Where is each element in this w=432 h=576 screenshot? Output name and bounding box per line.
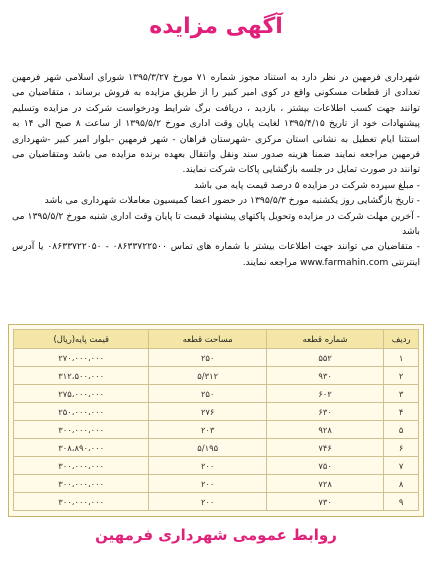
cell-row-number: ۱ — [384, 349, 419, 367]
table-row — [14, 493, 419, 511]
table-body — [14, 349, 419, 511]
cell-plot-area: ۵/۳۱۲ — [149, 367, 266, 385]
table-header-row — [14, 330, 419, 349]
cell-row-number: ۲ — [384, 367, 419, 385]
announcement-bullet-opening-date: - تاریخ بازگشایی روز یکشنبه مورخ ۱۳۹۵/۵/۳ در حضور اعضا کمیسیون معاملات شهرداری می باشد — [44, 195, 420, 207]
announcement-bullet-deposit: - مبلغ سپرده شرکت در مزایده ۵ درصد قیمت پایه می باشد — [194, 179, 420, 191]
header-plot-number: شماره قطعه — [266, 330, 383, 349]
table-row — [14, 475, 419, 493]
cell-plot-area: ۵/۱۹۵ — [149, 439, 266, 457]
cell-base-price: ۲۷۵،۰۰۰،۰۰۰ — [14, 385, 149, 403]
plots-table — [13, 329, 419, 511]
cell-plot-area: ۲۰۰ — [149, 493, 266, 511]
cell-plot-number: ۷۵۰ — [266, 457, 383, 475]
cell-plot-number: ۶۳۰ — [266, 403, 383, 421]
header-row-number: ردیف — [384, 330, 419, 349]
cell-plot-area: ۲۰۳ — [149, 421, 266, 439]
cell-row-number: ۹ — [384, 493, 419, 511]
table-row — [14, 421, 419, 439]
cell-plot-number: ۶۰۲ — [266, 385, 383, 403]
cell-plot-area: ۲۰۰ — [149, 457, 266, 475]
table-row — [14, 439, 419, 457]
footer-signature: روابط عمومی شهرداری فرمهین — [95, 526, 337, 544]
cell-base-price: ۳۰۰،۰۰۰،۰۰۰ — [14, 475, 149, 493]
cell-plot-number: ۷۲۸ — [266, 475, 383, 493]
cell-base-price: ۳۰۰،۰۰۰،۰۰۰ — [14, 457, 149, 475]
advertisement-page — [8, 6, 424, 566]
cell-plot-number: ۷۳۰ — [266, 493, 383, 511]
cell-plot-number: ۷۴۶ — [266, 439, 383, 457]
cell-row-number: ۷ — [384, 457, 419, 475]
cell-base-price: ۳۱۲،۵۰۰،۰۰۰ — [14, 367, 149, 385]
cell-row-number: ۶ — [384, 439, 419, 457]
announcement-paragraph: شهرداری فرمهین در نظر دارد به استناد مجوز شماره ۷۱ مورخ ۱۳۹۵/۳/۲۷ شورای اسلامی شهر فرمهین تعدادی از قطعات مسکونی واقع در کوی امیر کبیر را از طریق مزایده به فروش برساند ، متقاضیان می توانند جهت کسب اطلاعات بیشتر ، بازدید ، دریافت برگ شرایط ودرخواست شرکت در مزایده وتسلیم پیشنهادات خود از تاریخ ۱۳۹۵/۴/۱۵ لغایت پایان وقت اداری مورخ ۱۳۹۵/۵/۲ از ساعت ۸ صبح الی ۱۴ به استثنا ایام تعطیل به نشانی استان مرکزی -شهرستان فراهان - شهر فرمهین -بلوار امیر کبیر -شهرداری فرمهین مراجعه نمایند ضمنا هزینه صدور سند ونقل وانتقال بعهده برنده مزایده می باشد ومتقاضیان می توانند در صورت تمایل در جلسه بازگشایی پاکات شرکت نمایند. — [12, 72, 420, 176]
announcement-body — [12, 70, 420, 270]
cell-base-price: ۳۰۰،۰۰۰،۰۰۰ — [14, 493, 149, 511]
table-row — [14, 403, 419, 421]
table-row — [14, 457, 419, 475]
cell-plot-area: ۲۰۰ — [149, 475, 266, 493]
cell-row-number: ۴ — [384, 403, 419, 421]
header-plot-area: مساحت قطعه — [149, 330, 266, 349]
cell-plot-number: ۹۲۸ — [266, 421, 383, 439]
cell-row-number: ۸ — [384, 475, 419, 493]
announcement-bullet-contact: - متقاضیان می توانند جهت اطلاعات بیشتر با شماره های تماس ۰۸۶۳۳۷۲۲۵۰۰ - ۰۸۶۳۳۷۲۲۰۵۰ یا آدرس اینترنتی www.farmahin.com مراجعه نمایند. — [12, 241, 420, 268]
table-row — [14, 349, 419, 367]
cell-base-price: ۳۰۰،۰۰۰،۰۰۰ — [14, 421, 149, 439]
cell-plot-area: ۲۷۶ — [149, 403, 266, 421]
cell-plot-area: ۲۵۰ — [149, 349, 266, 367]
cell-plot-number: ۵۵۲ — [266, 349, 383, 367]
table-row — [14, 367, 419, 385]
table-row — [14, 385, 419, 403]
cell-base-price: ۳۰۸،۸۹۰،۰۰۰ — [14, 439, 149, 457]
cell-base-price: ۲۷۰،۰۰۰،۰۰۰ — [14, 349, 149, 367]
cell-plot-area: ۲۵۰ — [149, 385, 266, 403]
cell-base-price: ۲۵۰،۰۰۰،۰۰۰ — [14, 403, 149, 421]
cell-row-number: ۳ — [384, 385, 419, 403]
announcement-bullet-deadline: - آخرین مهلت شرکت در مزایده وتحویل پاکتهای پیشنهاد قیمت تا پایان وقت اداری شنبه مورخ ۱۳۹۵/۵/۲ می باشد — [12, 210, 421, 238]
plots-table-frame — [8, 324, 424, 517]
header-base-price: قیمت پایه(ریال) — [14, 330, 149, 349]
cell-row-number: ۵ — [384, 421, 419, 439]
cell-plot-number: ۹۳۰ — [266, 367, 383, 385]
page-title: آگهی مزایده — [149, 14, 283, 39]
